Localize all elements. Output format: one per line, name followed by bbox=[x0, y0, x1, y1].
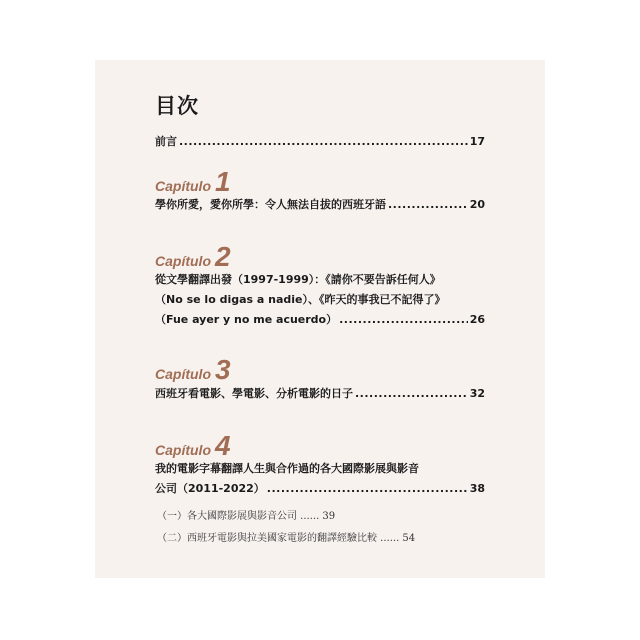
page-number: 32 bbox=[469, 387, 485, 400]
chapter-label: Capítulo bbox=[155, 253, 211, 269]
entry-title: 學你所愛，愛你所學：令人無法自拔的西班牙語 bbox=[155, 198, 386, 211]
page-number: 20 bbox=[469, 198, 485, 211]
chapter-heading-3 bbox=[155, 356, 231, 384]
chapter-number: 2 bbox=[215, 241, 231, 272]
entry-title: 前言 bbox=[155, 135, 177, 148]
chapter-number: 1 bbox=[215, 166, 231, 197]
chapter-label: Capítulo bbox=[155, 178, 211, 194]
leader-dots bbox=[267, 479, 468, 499]
toc-line bbox=[155, 132, 485, 152]
toc-subsection-4-2[interactable]: （二）西班牙電影與拉美國家電影的翻譯經驗比較 ...... 54 bbox=[157, 533, 416, 544]
page-number: 26 bbox=[469, 313, 485, 326]
leader-dots bbox=[339, 310, 468, 330]
toc-line bbox=[155, 479, 485, 499]
toc-entry-preface[interactable] bbox=[155, 132, 485, 152]
toc-title: 目次 bbox=[155, 94, 199, 118]
chapter-number: 4 bbox=[215, 430, 231, 461]
toc-line bbox=[155, 384, 485, 404]
entry-title: （Fue ayer y no me acuerdo） bbox=[155, 313, 338, 326]
toc-entry-chapter-4[interactable] bbox=[155, 459, 485, 499]
toc-entry-chapter-1[interactable] bbox=[155, 195, 485, 215]
page-number: 17 bbox=[469, 135, 485, 148]
page-number: 38 bbox=[469, 482, 485, 495]
leader-dots bbox=[355, 384, 468, 404]
entry-title: 公司（2011-2022） bbox=[155, 482, 265, 495]
chapter-label: Capítulo bbox=[155, 442, 211, 458]
toc-line: 從文學翻譯出發（1997-1999）：《請你不要告訴任何人》 bbox=[155, 273, 441, 286]
toc-subsection-4-1[interactable]: （一）各大國際影展與影音公司 ...... 39 bbox=[157, 511, 336, 522]
entry-title: 西班牙看電影、學電影、分析電影的日子 bbox=[155, 387, 353, 400]
chapter-heading-1 bbox=[155, 168, 231, 196]
chapter-label: Capítulo bbox=[155, 366, 211, 382]
chapter-heading-2 bbox=[155, 243, 231, 271]
leader-dots bbox=[388, 195, 468, 215]
leader-dots bbox=[179, 132, 468, 152]
chapter-number: 3 bbox=[215, 354, 231, 385]
toc-entry-chapter-3[interactable] bbox=[155, 384, 485, 404]
toc-line: （No se lo digas a nadie）、《昨天的事我已不記得了》 bbox=[155, 293, 446, 306]
toc-line bbox=[155, 195, 485, 215]
book-page bbox=[95, 60, 545, 578]
toc-line bbox=[155, 310, 485, 330]
toc-entry-chapter-2[interactable] bbox=[155, 270, 485, 330]
chapter-heading-4 bbox=[155, 432, 231, 460]
toc-line: 我的電影字幕翻譯人生與合作過的各大國際影展與影音 bbox=[155, 462, 419, 475]
